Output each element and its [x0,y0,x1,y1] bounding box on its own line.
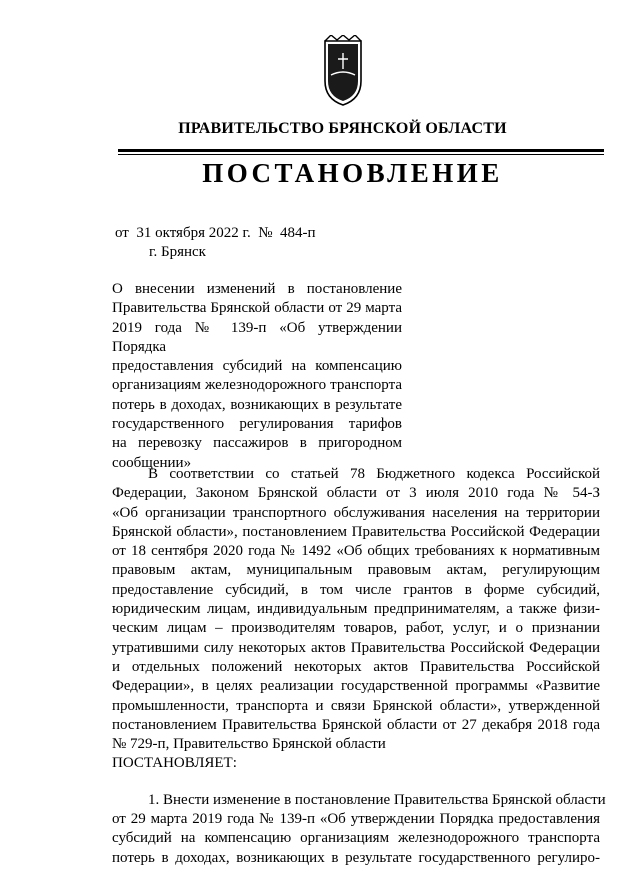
date-and-number: от 31 октября 2022 г. № 484-п [115,225,316,241]
body-line: Федерации», в целях реализации государственной программы «Развитие [112,678,600,695]
organization-title: ПРАВИТЕЛЬСТВО БРЯНСКОЙ ОБЛАСТИ [178,120,507,137]
body-line: 1. Внести изменение в постановление Правительства Брянской области [148,791,606,808]
header-rule-thin [118,154,604,155]
subject-line: потерь в доходах, возникающих в результате [112,396,402,413]
subject-line: О внесении изменений в постановление [112,281,402,297]
body-line: ческим лицам – производителям товаров, работ, услуг, и о признании [112,620,600,637]
document-body [112,465,606,868]
body-line: предоставление субсидий, в том числе грантов в форме субсидий, [112,581,600,598]
resolution-word: ПОСТАНОВЛЯЕТ: [112,755,237,772]
body-line: промышленности, транспорта и связи Брянской области», утвержденной [112,697,600,714]
subject-line: организациям железнодорожного транспорта [112,377,402,394]
header-rule-thick [118,149,604,152]
body-line: «Об организации транспортного обслуживания населения на территории [112,504,600,521]
body-line: и отдельных положений некоторых актов Правительства Российской [112,658,600,675]
body-line: юридическим лицам, индивидуальным предпринимателям, а также физи- [112,601,600,618]
body-line: № 729-п, Правительство Брянской области [112,736,386,753]
bryansk-coat-of-arms-icon [321,35,365,107]
body-line: постановлением Правительства Брянской области от 27 декабря 2018 года [112,716,600,733]
body-line: потерь в доходах, возникающих в результате государственного регулиро- [112,849,600,866]
subject-line: на перевозку пассажиров в пригородном [112,435,402,452]
document-type-title: ПОСТАНОВЛЕНИЕ [202,158,503,188]
body-line: правовым актам, муниципальным правовым актам, регулирующим [112,562,600,579]
body-line: Федерации, Законом Брянской области от 3 июля 2010 года № 54-З [112,485,600,502]
body-line: субсидий на компенсацию организациям железнодорожного транспорта [112,830,600,847]
body-line: от 29 марта 2019 года № 139-п «Об утверждении Порядка предоставления [112,811,600,828]
subject-line: Правительства Брянской области от 29 марта [112,300,402,317]
subject-line: предоставления субсидий на компенсацию [112,358,402,375]
subject-line: 2019 года № 139-п «Об утверждении Порядка [112,319,402,355]
document-subject [112,280,402,473]
subject-line: государственного регулирования тарифов [112,416,402,433]
body-line: В соответствии со статьей 78 Бюджетного кодекса Российской [148,466,600,482]
subject-line: сообщении» [112,454,192,471]
city-name: г. Брянск [149,244,206,260]
body-line: Брянской области», постановлением Правительства Российской Федерации [112,523,600,540]
body-line: утратившими силу некоторых актов Правительства Российской Федерации [112,639,600,656]
body-line: от 18 сентября 2020 года № 1492 «Об общих требованиях к нормативным [112,543,600,560]
